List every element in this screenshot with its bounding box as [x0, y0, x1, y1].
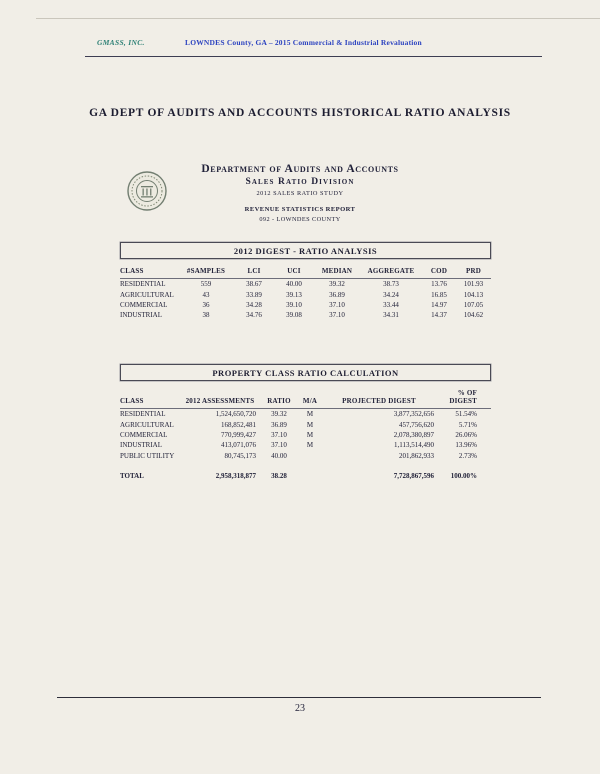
table-cell: COMMERCIAL — [120, 300, 168, 309]
table-cell: 37.10 — [329, 300, 345, 309]
column-header: #SAMPLES — [178, 267, 234, 279]
table-cell: 13.96% — [455, 441, 477, 450]
page-number: 23 — [295, 703, 305, 714]
table-cell: 39.32 — [271, 410, 287, 419]
table-row — [120, 409, 491, 420]
table-cell: M — [306, 430, 314, 439]
scan-edge-line — [36, 18, 600, 19]
table-cell: 26.06% — [455, 430, 477, 439]
table-cell: 37.10 — [271, 430, 287, 439]
table-cell: 40.00 — [286, 280, 302, 289]
table-cell: RESIDENTIAL — [120, 280, 166, 289]
table-cell: COMMERCIAL — [120, 430, 168, 439]
table-title: PROPERTY CLASS RATIO CALCULATION — [120, 364, 491, 381]
column-header: UCI — [274, 267, 314, 279]
table-cell: 38.67 — [246, 280, 262, 289]
county-code: 092 - LOWNDES COUNTY — [259, 216, 341, 223]
department-name: Department of Audits and Accounts — [201, 163, 399, 175]
table-cell — [296, 461, 324, 481]
table-cell: 39.13 — [286, 290, 302, 299]
table-cell: RESIDENTIAL — [120, 410, 166, 419]
company-name: GMASS, INC. — [97, 38, 145, 47]
table-cell: 36.89 — [329, 290, 345, 299]
table-row — [120, 430, 491, 440]
table-cell: 100.00% — [450, 471, 477, 480]
table-cell: 34.28 — [246, 300, 262, 309]
table-cell: 51.54% — [455, 410, 477, 419]
table-row — [120, 440, 491, 450]
table-cell: INDUSTRIAL — [120, 311, 162, 320]
table-cell: PUBLIC UTILITY — [120, 451, 175, 460]
ratio-analysis-data — [120, 267, 491, 321]
table-cell: 38 — [202, 311, 210, 320]
table-total-row — [120, 461, 491, 481]
column-header: PRD — [456, 267, 491, 279]
table-cell: AGRICULTURAL — [120, 290, 174, 299]
table-cell: 34.76 — [246, 311, 262, 320]
study-title: 2012 SALES RATIO STUDY — [256, 190, 344, 197]
table-cell: 201,862,933 — [399, 451, 434, 460]
table-cell: 43 — [202, 290, 210, 299]
table-cell: 36.89 — [271, 420, 287, 429]
table-cell: 457,756,620 — [399, 420, 434, 429]
table-cell: M — [306, 410, 314, 419]
table-cell: 13.76 — [431, 280, 447, 289]
table-row — [120, 451, 491, 461]
table-cell: 38.28 — [271, 471, 287, 480]
column-header: CLASS — [120, 267, 178, 279]
table-cell: M — [306, 420, 314, 429]
table-cell: 38.73 — [383, 280, 399, 289]
column-header: % OF DIGEST — [434, 389, 491, 409]
digest-ratio-analysis-table — [120, 242, 491, 321]
table-cell: 107.05 — [463, 300, 484, 309]
column-header: M/A — [296, 389, 324, 409]
column-header: CLASS — [120, 389, 178, 409]
table-cell — [296, 451, 324, 461]
table-cell: TOTAL — [120, 471, 144, 480]
table-row — [120, 279, 491, 290]
table-cell: 34.31 — [383, 311, 399, 320]
table-cell: 33.89 — [246, 290, 262, 299]
table-cell: 104.13 — [463, 290, 484, 299]
department-block — [0, 163, 600, 223]
table-cell: 34.24 — [383, 290, 399, 299]
table-cell: 36 — [202, 300, 210, 309]
table-cell: 1,113,514,490 — [394, 441, 434, 450]
table-cell: 7,728,867,596 — [393, 471, 434, 480]
column-header: AGGREGATE — [360, 267, 422, 279]
table-row — [120, 419, 491, 429]
table-cell: 14.97 — [431, 300, 447, 309]
table-cell: 2,078,380,897 — [393, 430, 434, 439]
table-cell: 5.71% — [458, 420, 477, 429]
table-cell: 37.10 — [271, 441, 287, 450]
table-row — [120, 289, 491, 299]
table-cell: 413,071,076 — [221, 441, 256, 450]
property-class-data — [120, 389, 491, 481]
column-header: 2012 ASSESSMENTS — [178, 389, 262, 409]
table-cell: 101.93 — [463, 280, 484, 289]
table-title: 2012 DIGEST - RATIO ANALYSIS — [120, 242, 491, 259]
table-row — [120, 300, 491, 310]
table-cell: 1,524,650,720 — [215, 410, 256, 419]
header-rule — [85, 56, 542, 57]
table-cell: 80,745,173 — [224, 451, 256, 460]
table-cell: 33.44 — [383, 300, 399, 309]
column-header: LCI — [234, 267, 274, 279]
table-header-row — [120, 389, 491, 409]
table-cell: 14.37 — [431, 311, 447, 320]
table-cell: 770,999,427 — [221, 430, 256, 439]
table-cell: INDUSTRIAL — [120, 441, 162, 450]
table-cell: 559 — [200, 280, 212, 289]
table-cell: 39.08 — [286, 311, 302, 320]
column-header: PROJECTED DIGEST — [324, 389, 434, 409]
table-cell: 3,877,352,656 — [393, 410, 434, 419]
column-header: MEDIAN — [314, 267, 360, 279]
header-title: LOWNDES County, GA – 2015 Commercial & Industrial Revaluation — [185, 38, 422, 47]
column-header: COD — [422, 267, 456, 279]
table-cell: 2,958,318,877 — [215, 471, 256, 480]
column-header: RATIO — [262, 389, 296, 409]
table-cell: 168,852,481 — [221, 420, 256, 429]
table-header-row — [120, 267, 491, 279]
page-title: GA DEPT OF AUDITS AND ACCOUNTS HISTORICAL RATIO ANALYSIS — [89, 107, 511, 119]
division-name: Sales Ratio Division — [245, 177, 355, 187]
table-row — [120, 310, 491, 320]
table-cell: 39.10 — [286, 300, 302, 309]
table-cell: AGRICULTURAL — [120, 420, 174, 429]
table-cell: 16.85 — [431, 290, 447, 299]
table-row — [120, 461, 491, 481]
table-cell: 37.10 — [329, 311, 345, 320]
table-cell: M — [306, 441, 314, 450]
report-title: REVENUE STATISTICS REPORT — [244, 206, 356, 213]
table-cell: 40.00 — [271, 451, 287, 460]
table-cell: 104.62 — [463, 311, 484, 320]
property-class-ratio-table — [120, 364, 491, 481]
table-cell: 39.32 — [329, 280, 345, 289]
footer-rule — [57, 697, 541, 698]
table-cell: 2.73% — [458, 451, 477, 460]
